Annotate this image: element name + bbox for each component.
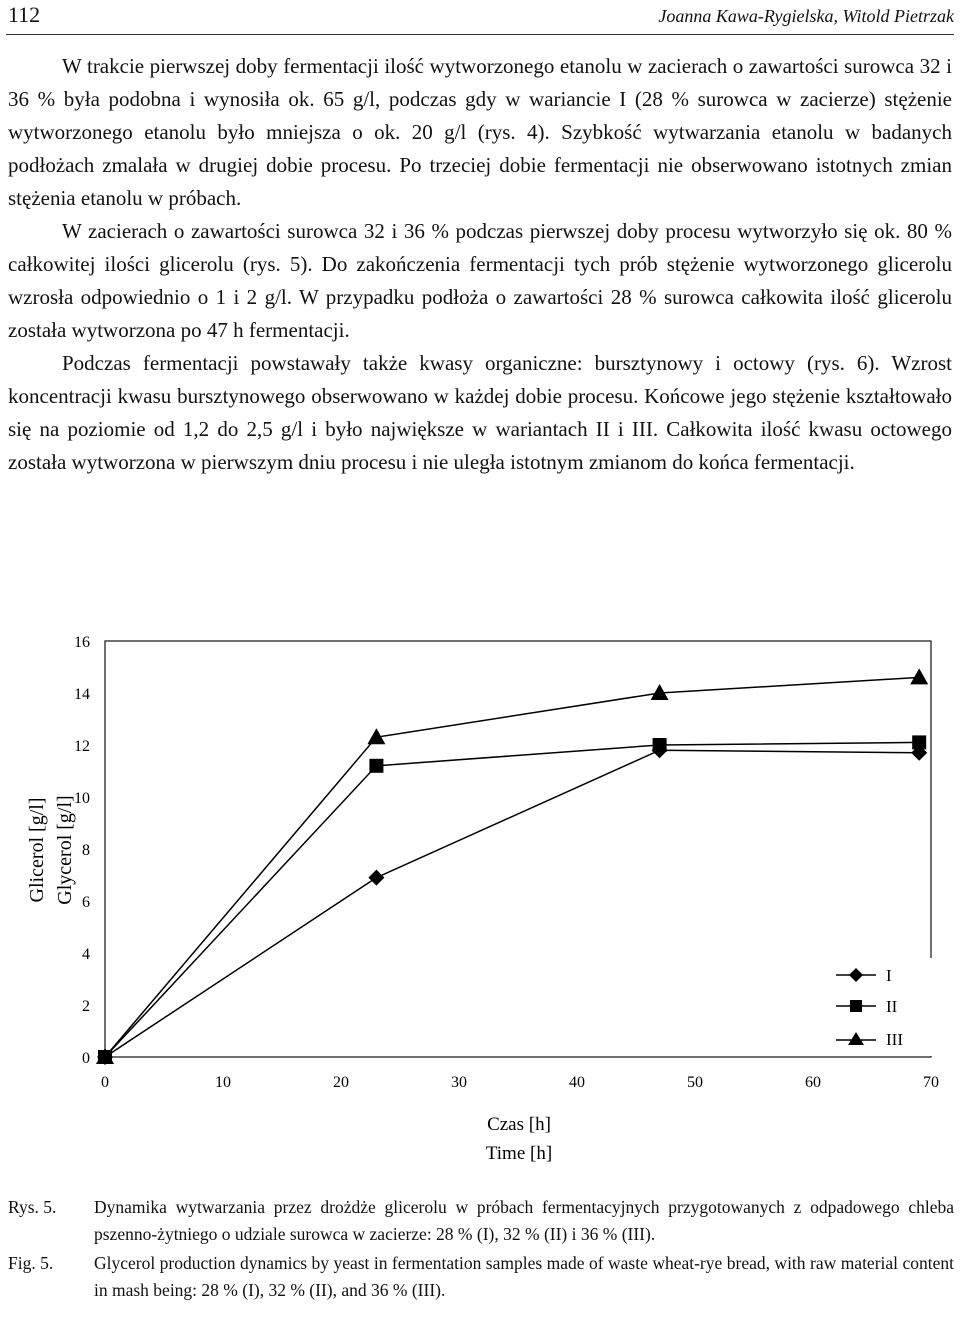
plot-area	[105, 641, 931, 1057]
x-tick-label: 0	[101, 1074, 109, 1091]
legend-label-II: II	[886, 997, 898, 1016]
figure-captions	[8, 1194, 954, 1304]
y-tick-label: 6	[82, 894, 90, 911]
x-tick-label: 30	[451, 1074, 467, 1091]
x-tick-label: 40	[569, 1074, 585, 1091]
x-tick-label: 10	[215, 1074, 231, 1091]
body-text	[8, 50, 952, 479]
y-tick-label: 10	[74, 790, 90, 807]
paragraph: Podczas fermentacji powstawały także kwasy organiczne: bursztynowy i octowy (rys. 6). Wzrost koncentracji kwasu bursztynowego obserwowano w każdej dobie procesu. Końcowe jego stężenie kształtowało się na poziomie od 1,2 do 2,5 g/l i było największe w wariantach II i III. Całkowita ilość kwasu octowego została wytworzona w pierwszym dniu procesu i nie uległa istotnym zmianom do końca fermentacji.	[8, 351, 952, 474]
data-point-II	[369, 759, 383, 773]
legend-box	[830, 958, 932, 1056]
x-axis-label-en: Time [h]	[485, 1143, 553, 1164]
legend-label-I: I	[886, 966, 892, 985]
y-tick-label: 16	[74, 634, 90, 651]
x-axis-label-pl: Czas [h]	[487, 1114, 551, 1135]
x-tick-label: 70	[923, 1074, 939, 1091]
y-tick-label: 8	[82, 842, 90, 859]
x-tick-label: 50	[687, 1074, 703, 1091]
data-point-I	[368, 870, 384, 886]
paragraph: W trakcie pierwszej doby fermentacji ilość wytworzonego etanolu w zacierach o zawartości surowca 32 i 36 % była podobna i wynosiła ok. 65 g/l, podczas gdy w wariancie I (28 % surowca w zacierze) stężenie wytworzonego etanolu było mniejsza o ok. 20 g/l (rys. 4). Szybkość wytwarzania etanolu w badanych podłożach zmalała w drugiej dobie procesu. Po trzeciej dobie fermentacji nie obserwowano istotnych zmian stężenia etanolu w próbach.	[8, 54, 952, 210]
glycerol-chart	[0, 620, 960, 1180]
y-tick-label: 12	[74, 738, 90, 755]
legend-marker-II	[850, 1000, 862, 1012]
data-point-II	[912, 735, 926, 749]
y-axis-label-pl: Glicerol [g/l]	[26, 797, 48, 903]
caption-pl-label: Rys. 5.	[8, 1197, 57, 1217]
series-lines	[105, 677, 919, 1057]
series-line-I	[105, 750, 919, 1057]
caption-pl	[8, 1194, 954, 1248]
page-header	[6, 0, 954, 35]
y-axis-label-en: Glycerol [g/l]	[54, 795, 76, 905]
series-markers	[96, 668, 928, 1065]
caption-en-label: Fig. 5.	[8, 1253, 54, 1273]
legend-label-III: III	[886, 1030, 903, 1049]
data-point-III	[910, 668, 928, 684]
legend	[830, 958, 932, 1056]
caption-pl-text: Dynamika wytwarzania przez drożdże glicerolu w próbach fermentacyjnych przygotowanych z odpadowego chleba pszenno-żytniego o udziale surowca w zacierze: 28 % (I), 32 % (II) i 36 % (III).	[94, 1197, 954, 1244]
y-tick-label: 2	[82, 998, 90, 1015]
x-tick-label: 20	[333, 1074, 349, 1091]
y-tick-label: 0	[82, 1050, 90, 1067]
running-head-authors: Joanna Kawa-Rygielska, Witold Pietrzak	[658, 6, 954, 26]
y-axis-ticks	[74, 634, 90, 1067]
y-tick-label: 4	[82, 946, 90, 963]
data-point-II	[653, 738, 667, 752]
page-number: 112	[8, 2, 41, 27]
y-tick-label: 14	[74, 686, 90, 703]
series-line-III	[105, 677, 919, 1057]
x-axis-ticks	[101, 1074, 939, 1091]
series-line-II	[105, 742, 919, 1057]
caption-en-text: Glycerol production dynamics by yeast in fermentation samples made of waste wheat-rye bread, with raw material content in mash being: 28 % (I), 32 % (II), and 36 % (III).	[94, 1253, 954, 1300]
x-tick-label: 60	[805, 1074, 821, 1091]
paragraph: W zacierach o zawartości surowca 32 i 36 % podczas pierwszej doby procesu wytworzyło się ok. 80 % całkowitej ilości glicerolu (rys. 5). Do zakończenia fermentacji tych prób stężenie wytworzonego glicerolu wzrosła odpowiednio o 1 i 2 g/l. W przypadku podłoża o zawartości 28 % surowca całkowita ilość glicerolu została wytworzona po 47 h fermentacji.	[8, 219, 952, 342]
caption-en	[8, 1250, 954, 1304]
